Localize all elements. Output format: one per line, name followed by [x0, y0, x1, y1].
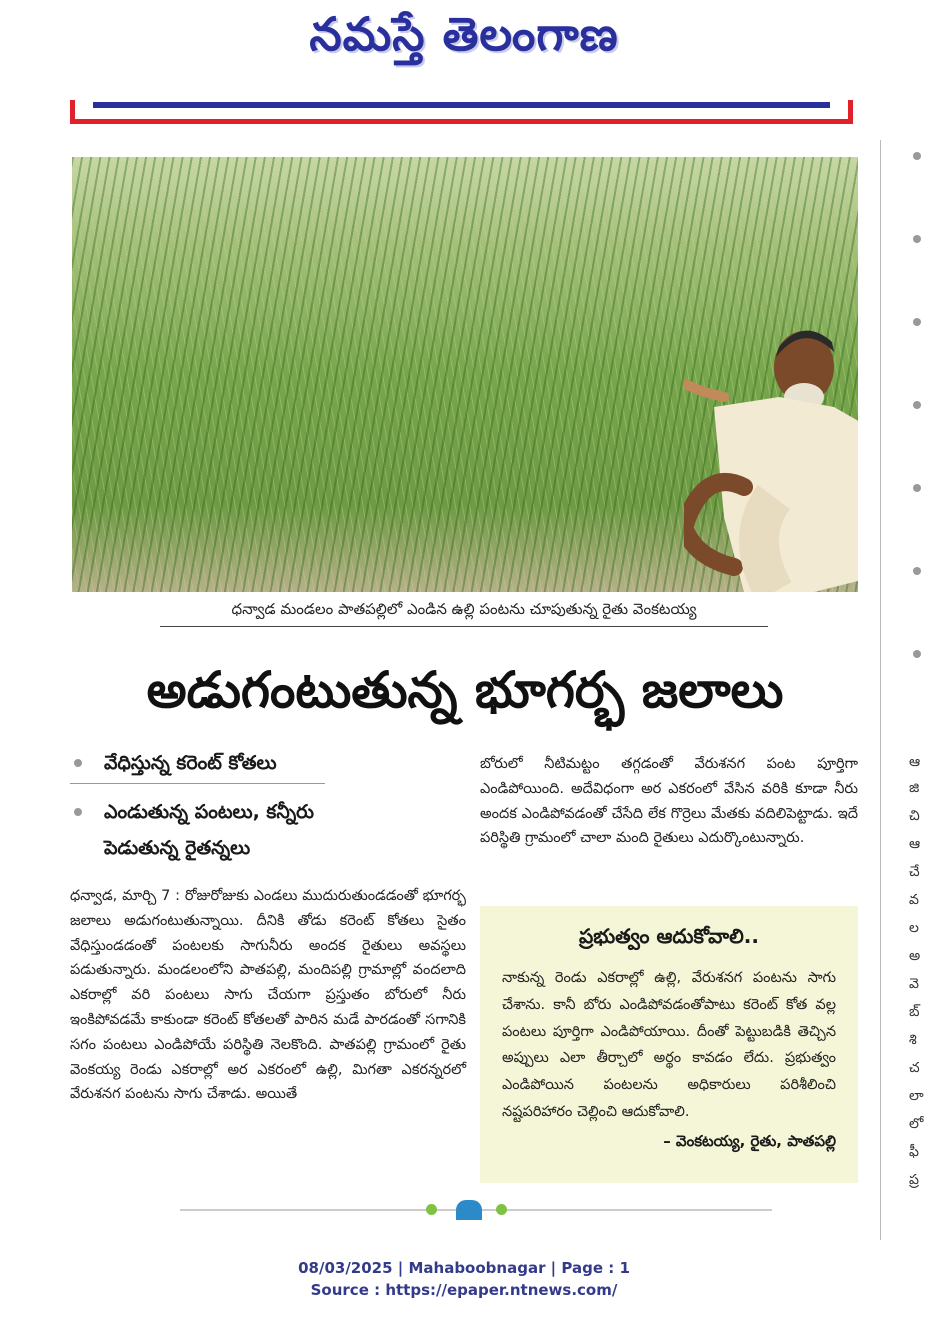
bullet-dot-icon: [913, 567, 921, 575]
bullet-dot-icon: [913, 235, 921, 243]
page-footer: [0, 1257, 928, 1301]
bullet-dot-icon: [913, 650, 921, 658]
adjacent-text-fragment: ప్ర: [909, 1172, 919, 1188]
subheadline-bullets: [70, 745, 325, 866]
adjacent-text-fragment: ఆ: [909, 836, 921, 852]
adjacent-text-fragment: వ: [909, 892, 919, 908]
masthead: [0, 0, 928, 80]
masthead-rule: [70, 100, 853, 124]
footer-source: Source : https://epaper.ntnews.com/: [310, 1281, 618, 1299]
bullet-dot-icon: [913, 484, 921, 492]
adjacent-text-fragment: జి: [909, 780, 920, 796]
adjacent-text-fragment: ఆ: [909, 754, 921, 770]
farmer-quote-box: [480, 906, 858, 1183]
quote-box-body: నాకున్న రెండు ఎకరాల్లో ఉల్లి, వేరుశనగ పంటను సాగు చేశాను. కానీ బోరు ఎండిపోవడంతోపాటు కరెంట్ కోత వల్ల పంటలు పూర్తిగా ఎండిపోయాయి. దీంతో పెట్టుబడికి తెచ్చిన అప్పులు ఎలా తీర్చాలో అర్థం కావడం లేదు. ప్రభుత్వం ఎండిపోయిన పంటలను అధికారులు పరిశీలించి నష్టపరిహారం చెల్లించి ఆదుకోవాలి.: [502, 970, 836, 1120]
adjacent-text-fragment: లా: [909, 1088, 924, 1104]
adjacent-column: [880, 140, 928, 1240]
article-headline: అడుగంటుతున్న భూగర్భ జలాలు: [146, 661, 784, 719]
divider-dot-icon: [426, 1204, 437, 1215]
adjacent-text-fragment: అ: [909, 948, 921, 964]
adjacent-text-fragment: లో: [909, 1116, 924, 1132]
adjacent-text-fragment: శి: [909, 1032, 917, 1048]
photo-caption: ధన్వాడ మండలం పాతపల్లిలో ఎండిన ఉల్లి పంటను చూపుతున్న రైతు వెంకటయ్య: [160, 600, 768, 627]
subheadline-bullet: వేధిస్తున్న కరెంట్ కోతలు: [70, 745, 325, 784]
bullet-dot-icon: [913, 318, 921, 326]
quote-attribution: – వెంకటయ్య, రైతు, పాతపల్లి: [663, 1131, 836, 1150]
news-photo: [72, 157, 858, 592]
adjacent-text-fragment: బ్: [909, 1004, 920, 1020]
masthead-rule-blue: [93, 102, 830, 108]
quote-box-title: ప్రభుత్వం ఆదుకోవాలి..: [579, 924, 759, 948]
adjacent-text-fragment: చి: [909, 808, 920, 824]
subheadline-bullet: ఎండుతున్న పంటలు, కన్నీరు పెడుతున్న రైతన్నలు: [70, 794, 325, 866]
divider-ornament-icon: [456, 1200, 482, 1220]
adjacent-text-fragment: ఫీ: [909, 1144, 919, 1160]
bullet-dot-icon: [913, 401, 921, 409]
adjacent-text-fragment: చే: [909, 864, 920, 880]
article-body-right: బోరులో నీటిమట్టం తగ్గడంతో వేరుశనగ పంట పూర్తిగా ఎండిపోయింది. అదేవిధంగా అర ఎకరంలో వేసిన వరికి కూడా నీరు అందక ఎండిపోవడంతో చేసేది లేక గొర్రెలు మేతకు వదిలిపెట్టాడు. ఇదే పరిస్థితి గ్రామంలో చాలా మంది రైతులు ఎదుర్కొంటున్నారు.: [480, 756, 858, 847]
newspaper-logo: నమస్తే తెలంగాణ: [309, 7, 619, 61]
article-body-left: ధన్వాడ, మార్చి 7 : రోజురోజుకు ఎండలు ముదురుతుండడంతో భూగర్భ జలాలు అడుగంటుతున్నాయి. దీనికి తోడు కరెంట్ కోతలు సైతం వేధిస్తుండడంతో పంటలకు సాగునీరు అందక రైతులు అవస్థలు పడుతున్నారు. మండలంలోని పాతపల్లి, మందిపల్లి గ్రామాల్లో వందలాది ఎకరాల్లో వరి పంటలు సాగు చేయగా ప్రస్తుతం బోరులో నీరు ఇంకిపోవడమే కాకుండా కరెంట్ కోతలతో పారిన మడే పారడంతో సగానికి సగం పంటలు ఎండిపోయే పరిస్థితి నెలకొంది. పాతపల్లి గ్రామంలో రైతు వెంకయ్య రెండు ఎకరాల్లో అర ఎకరంలో ఉల్లి, మిగతా ఎకరన్నరలో వేరుశనగ పంటను సాగు చేశాడు. అయితే: [70, 888, 466, 1103]
bullet-dot-icon: [913, 152, 921, 160]
adjacent-text-fragment: వె: [909, 976, 919, 992]
farmer-figure: [684, 317, 858, 592]
adjacent-text-fragment: చ: [909, 1060, 920, 1076]
divider-dot-icon: [496, 1204, 507, 1215]
footer-date-edition: 08/03/2025 | Mahaboobnagar | Page : 1: [298, 1259, 630, 1277]
adjacent-text-fragment: ల: [909, 920, 919, 936]
